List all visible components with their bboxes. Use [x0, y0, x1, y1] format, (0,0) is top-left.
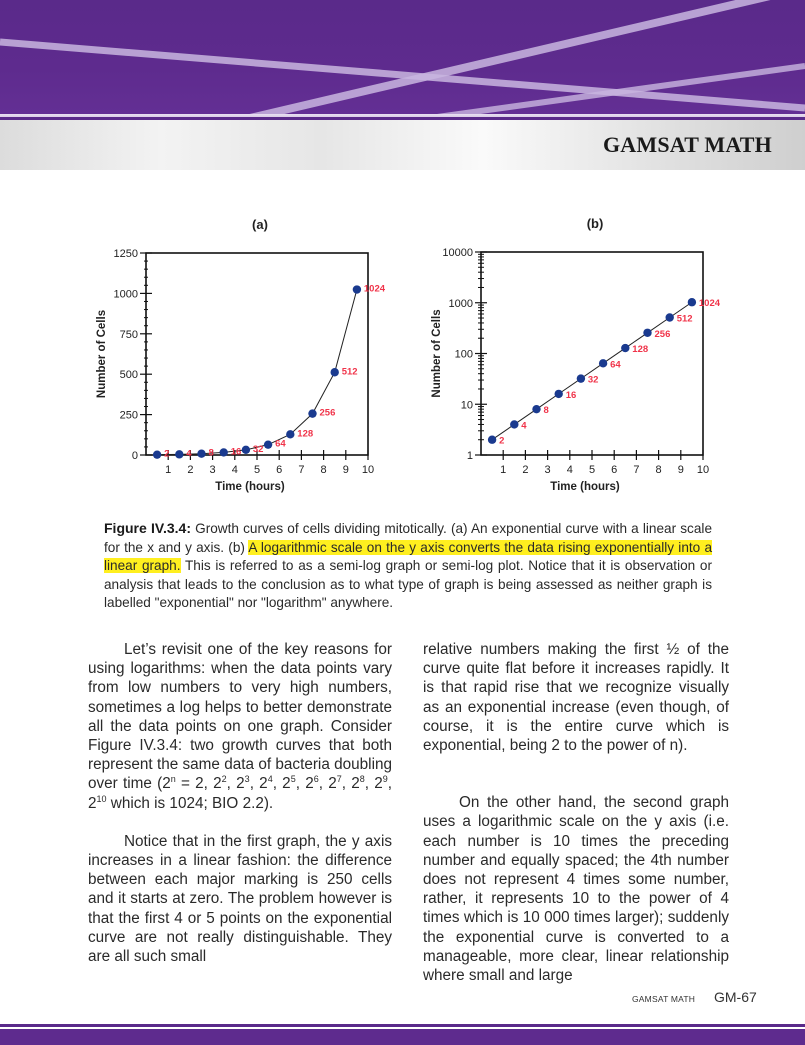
y-tick-label: 0 [131, 450, 138, 462]
x-tick-label: 1 [165, 464, 172, 476]
data-point [643, 329, 651, 337]
data-label: 512 [676, 313, 693, 325]
x-tick-label: 4 [566, 464, 573, 476]
x-tick-label: 5 [588, 464, 596, 476]
data-point [577, 374, 585, 382]
y-tick-label: 250 [119, 409, 138, 422]
data-label: 512 [341, 366, 358, 378]
chart-title: (a) [252, 217, 268, 232]
data-point [286, 430, 294, 438]
x-tick-label: 3 [209, 464, 216, 476]
data-point [555, 390, 563, 398]
data-point [621, 344, 629, 352]
x-tick-label: 5 [253, 464, 261, 476]
data-point [175, 450, 183, 458]
x-axis-label: Time (hours) [550, 481, 620, 493]
banner-stripes [0, 0, 805, 114]
banner-stripe [0, 42, 805, 108]
paragraph-1: Let’s revisit one of the key reasons for using logarithms: when the data points vary from low numbers to very high numbers, sometimes a log helps to better demonstrate all the data points on one graph. Consider Figure IV.3.4: two growth curves that both represent the same data of bacteria doubling over time ($2^n = 2$, $2^2$, $2^3$, $2^4$, $2^5$, $2^6$, $2^7$, $2^8$, $2^9$, $2^{10}$ which is 1024; BIO 2.2). [88, 641, 393, 812]
data-point [599, 359, 607, 367]
data-point [264, 440, 272, 448]
data-point [488, 436, 496, 444]
data-point [532, 405, 540, 413]
data-point [242, 446, 250, 454]
chart-title: (b) [586, 216, 604, 231]
x-tick-label: 9 [342, 464, 349, 476]
x-tick-label: 2 [522, 464, 529, 476]
paragraph-2-continued: relative numbers making the first ½ of the curve quite flat before it increases rapidly. It is that rapid rise that we recognize visually as an exponential increase (even though, of course, it is the entire curve which is exponential, being 2 to the power of n). [423, 641, 729, 755]
data-label: 1024 [698, 298, 721, 310]
plot-frame [146, 253, 368, 458]
data-point [353, 285, 361, 293]
data-point [688, 298, 696, 306]
data-point [510, 420, 518, 428]
data-label: 256 [654, 328, 671, 340]
data-label: 2 [164, 448, 170, 460]
x-tick-label: 3 [544, 464, 551, 476]
data-label: 64 [275, 438, 286, 450]
data-label: 256 [319, 407, 336, 419]
data-point [308, 409, 316, 417]
x-tick-label: 8 [655, 464, 662, 476]
y-tick-label: 100 [454, 348, 473, 361]
footer-page-number: GM-67 [714, 989, 757, 1005]
data-point [220, 448, 228, 456]
x-tick-label: 8 [320, 464, 327, 476]
y-tick-label: 500 [119, 369, 138, 382]
x-tick-label: 7 [298, 464, 305, 476]
x-tick-label: 1 [500, 464, 507, 476]
figure-caption [104, 519, 712, 613]
data-label: 4 [521, 420, 527, 432]
caption-text-2: This is referred to as a semi-log graph or semi-log plot. Notice that it is observation or analysis that leads to the conclusion as to what type of graph is being assessed as neither graph is labelled "exponential" nor "logarithm" anywhere. [104, 558, 712, 610]
caption-highlight: A logarithmic scale on the y axis converts the data rising exponentially into a linear graph. [104, 539, 712, 573]
series-line [492, 302, 692, 439]
data-label: 1024 [363, 283, 386, 295]
y-tick-label: 1000 [113, 288, 138, 301]
y-tick-label: 10 [460, 399, 473, 412]
y-tick-label: 750 [119, 328, 138, 341]
data-label: 4 [186, 448, 192, 460]
caption-text: Growth curves of cells dividing mitotically. (a) An exponential curve with a linear scale for the x and y axis. (b) [104, 521, 712, 555]
data-point [666, 313, 674, 321]
y-axis-label: Number of Cells [96, 309, 108, 399]
data-label: 16 [230, 446, 242, 458]
x-tick-label: 6 [611, 464, 618, 476]
data-point [153, 450, 161, 458]
data-point [197, 450, 205, 458]
chart-b [431, 216, 721, 493]
body-column-left [88, 640, 392, 966]
x-tick-label: 10 [361, 464, 375, 476]
x-tick-label: 9 [677, 464, 684, 476]
y-axis-label: Number of Cells [431, 309, 443, 398]
x-axis-label: Time (hours) [215, 481, 285, 493]
data-point [331, 368, 339, 376]
x-tick-label: 6 [276, 464, 283, 476]
paragraph-2: Notice that in the first graph, the y axis increases in a linear fashion: the difference between each major marking is 250 cells and it starts at zero. The problem however is that the first 4 or 5 points on the exponential curve are not really distinguishable. They are all such small [88, 832, 392, 966]
series-line [157, 290, 357, 458]
data-label: 8 [543, 405, 549, 417]
header-banner [0, 0, 805, 114]
data-label: 2 [499, 435, 505, 447]
running-header-title: GAMSAT MATH [602, 132, 772, 157]
x-tick-label: 10 [696, 464, 710, 476]
y-tick-label: 10000 [442, 247, 473, 259]
paragraph-3: On the other hand, the second graph uses a logarithmic scale on the y axis (i.e. each number is 10 times the preceding number and equally spaced; the 4th number does not represent 4 times some number, rather, it represents 10 to the power of 4 times which is 10 000 times larger); suddenly the exponential curve is converted to a manageable, more clear, linear relationship where small and large [423, 794, 729, 985]
data-label: 64 [610, 359, 621, 371]
x-tick-label: 7 [633, 464, 640, 476]
figure-label: Figure IV.3.4: [104, 520, 191, 536]
data-label: 128 [632, 344, 649, 356]
chart-a [96, 217, 386, 493]
y-tick-label: 1000 [448, 297, 473, 310]
y-tick-label: 1250 [113, 248, 138, 260]
data-label: 32 [252, 443, 264, 455]
footer-book-title: GAMSAT MATH [632, 994, 696, 1004]
data-label: 32 [587, 374, 599, 386]
x-tick-label: 4 [231, 464, 238, 476]
body-column-right [423, 640, 729, 985]
data-label: 8 [208, 447, 214, 459]
y-tick-label: 1 [466, 450, 473, 462]
data-label: 16 [565, 389, 577, 401]
data-label: 128 [297, 428, 314, 440]
footer-band [0, 1029, 805, 1045]
figure-charts [0, 200, 805, 500]
x-tick-label: 2 [187, 464, 194, 476]
